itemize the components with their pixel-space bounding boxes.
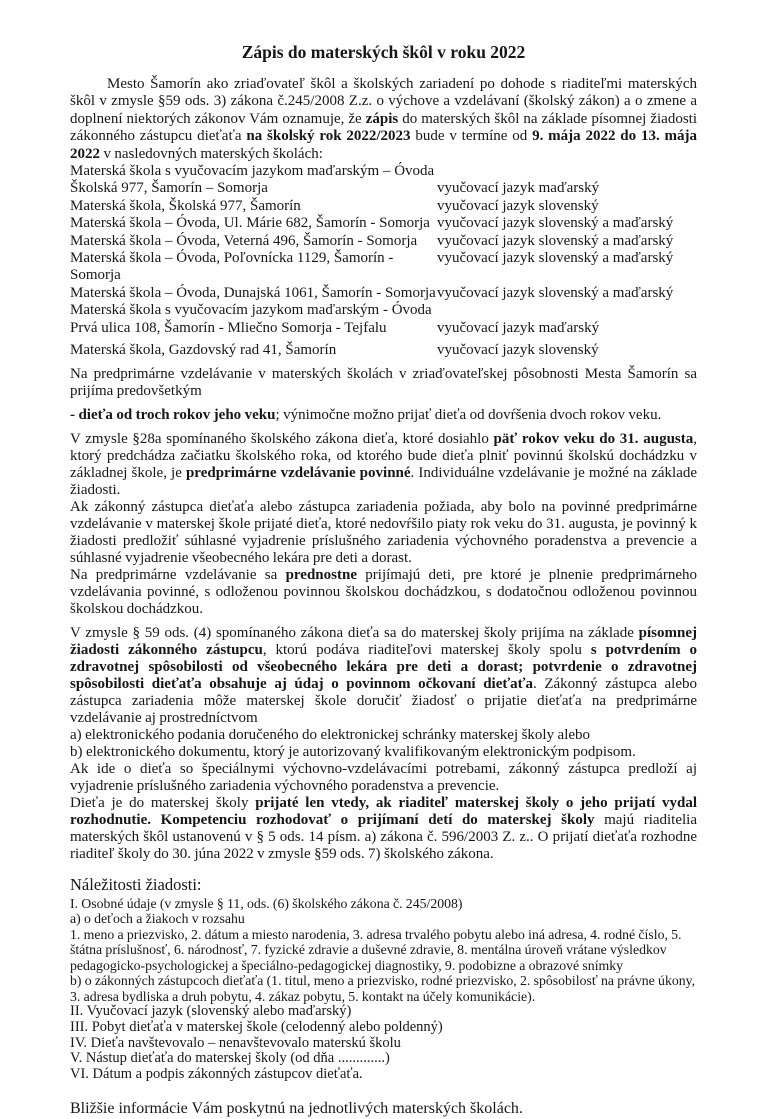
school-name: Materská škola – Óvoda, Dunajská 1061, Šamorín - Somorja xyxy=(70,284,436,301)
school-name: Materská škola s vyučovacím jazykom maďarským - Óvoda xyxy=(70,302,432,319)
school-row xyxy=(70,342,697,359)
school-row xyxy=(70,302,697,319)
requirement-item-children-details: 1. meno a priezvisko, 2. dátum a miesto narodenia, 3. adresa trvalého pobytu alebo iná adresa, 4. rodné číslo, 5. štátna príslušnosť, 6. národnosť, 7. fyzické zdravie a duševné zdravie, 8. mentálna úroveň vrátane výsledkov pedagogicko-psychologickej a špeciálno-pedagogickej diagnostiky, 9. podobizne a obrazové snímky xyxy=(70,926,682,973)
school-row xyxy=(70,163,697,180)
school-name: Materská škola, Gazdovský rad 41, Šamorín xyxy=(70,342,337,359)
paragraph-age-rule: - dieťa od troch rokov jeho veku; výnimočne možno prijať dieťa od dovŕšenia dvoch rokov veku. xyxy=(70,406,662,423)
school-name: Materská škola – Óvoda, Veterná 496, Šamorín - Somorja xyxy=(70,232,418,249)
requirement-item-signature: VI. Dátum a podpis zákonných zástupcov dieťaťa. xyxy=(70,1066,363,1083)
school-name: Školská 977, Šamorín – Somorja xyxy=(70,180,268,197)
paragraph-priority-admission: Na predprimárne vzdelávanie sa prednostne prijímajú deti, pre ktoré je plnenie predprimárneho vzdelávania povinné, s odloženou povinnou školskou dochádzkou, s dodatočnou odloženou povinnou školskou dochádzkou. xyxy=(70,566,697,617)
requirement-item-stay-type: III. Pobyt dieťaťa v materskej škole (celodenný alebo poldenný) xyxy=(70,1018,443,1035)
school-language: vyučovací jazyk maďarský xyxy=(437,319,600,336)
requirement-item-personal-data: I. Osobné údaje (v zmysle § 11, ods. (6) školského zákona č. 245/2008) xyxy=(70,895,463,911)
school-name: Prvá ulica 108, Šamorín - Mliečno Somorja - Tejfalu xyxy=(70,319,387,336)
school-row xyxy=(70,285,697,302)
school-row xyxy=(70,320,697,337)
school-row xyxy=(70,250,697,285)
school-list xyxy=(70,163,697,359)
school-language: vyučovací jazyk slovenský a maďarský xyxy=(437,284,674,301)
school-language: vyučovací jazyk slovenský a maďarský xyxy=(437,232,674,249)
paragraph-compulsory-preprimary: V zmysle §28a spomínaného školského zákona dieťa, ktoré dosiahlo päť rokov veku do 31. augusta, ktorý predchádza začiatku školského roka, od ktorého bude dieťa plniť povinnú školskú dochádzku v základnej škole, je predprimárne vzdelávanie povinné. Individuálne vzdelávanie je možné na základe žiadosti. xyxy=(70,430,698,498)
school-name: Materská škola – Óvoda, Ul. Márie 682, Šamorín - Somorja xyxy=(70,215,430,232)
list-item-a: a) elektronického podania doručeného do elektronickej schránky materskej školy alebo xyxy=(70,726,591,743)
school-language xyxy=(437,163,697,180)
paragraph-decision: Dieťa je do materskej školy prijaté len vtedy, ak riaditeľ materskej školy o jeho prijatí vydal rozhodnutie. Kompetenciu rozhodovať o prijímaní detí do materskej školy majú riaditelia materských škôl ustanovenú v § 5 ods. 14 písm. a) zákona č. 596/2003 Z. z.. O prijatí dieťaťa rozhodne riaditeľ školy do 30. júna 2022 v zmysle §59 ods. 7) školského zákona. xyxy=(70,794,698,862)
requirement-item-attendance: IV. Dieťa navštevovalo – nenavštevovalo materskú školu xyxy=(70,1034,401,1051)
paragraph-consent-requirement: Ak zákonný zástupca dieťaťa alebo zástupca zariadenia požiada, aby bolo na povinné predprimárne vzdelávanie v materskej škole prijaté dieťa, ktoré nedovŕšilo piaty rok veku do 31. augusta, je povinný k žiadosti predložiť súhlasné vyjadrenie príslušného zariadenia výchovného poradenstva a prevencie a súhlasné vyjadrenie všeobecného lekára pre deti a dorast. xyxy=(70,498,697,566)
school-language: vyučovací jazyk slovenský a maďarský xyxy=(437,250,674,267)
school-language: vyučovací jazyk maďarský xyxy=(437,180,600,197)
paragraph-written-application: V zmysle § 59 ods. (4) spomínaného zákona dieťa sa do materskej školy prijíma na základe písomnej žiadosti zákonného zástupcu, ktorú podáva riaditeľovi materskej školy spolu s potvrdením o zdravotnej spôsobilosti od všeobecného lekára pre deti a dorast; potvrdenie o zdravotnej spôsobilosti dieťaťa obsahuje aj údaj o povinnom očkovaní dieťaťa. Zákonný zástupca alebo zástupca zariadenia môže materskej škole doručiť žiadosť o prijatie dieťaťa na predprimárne vzdelávanie aj prostredníctvom xyxy=(70,624,697,726)
requirement-item-start-date: V. Nástup dieťaťa do materskej školy (od dňa .............) xyxy=(70,1050,390,1067)
document-title: Zápis do materských škôl v roku 2022 xyxy=(241,42,526,62)
intro-paragraph: Mesto Šamorín ako zriaďovateľ škôl a školských zariadení po dohode s riaditeľmi materských škôl v zmysle §59 ods. 3) zákona č.245/2008 Z.z. o výchove a vzdelávaní (školský zákon) a o zmene a doplnení niektorých zákonov Vám oznamuje, že zápis do materských škôl na základe písomnej žiadosti zákonného zástupcu dieťaťa na školský rok 2022/2023 bude v termíne od 9. mája 2022 do 13. mája 2022 v nasledovných materských školách: xyxy=(70,76,697,162)
school-row xyxy=(70,180,697,197)
school-name: Materská škola, Školská 977, Šamorín xyxy=(70,197,301,214)
paragraph-admission: Na predprimárne vzdelávanie v materských školách v zriaďovateľskej pôsobnosti Mesta Šamorín sa prijíma predovšetkým xyxy=(70,365,697,399)
requirement-item-language: II. Vyučovací jazyk (slovenský alebo maďarský) xyxy=(70,1003,352,1019)
school-name: Materská škola – Óvoda, Poľovnícka 1129, Šamorín - Somorja xyxy=(70,250,394,284)
school-name: Materská škola s vyučovacím jazykom maďarským – Óvoda xyxy=(70,163,435,180)
paragraph-special-needs: Ak ide o dieťa so špeciálnymi výchovno-vzdelávacími potrebami, zákonný zástupca predloží aj vyjadrenie príslušného zariadenia výchovného poradenstva a prevencie. xyxy=(70,760,697,794)
school-row xyxy=(70,233,697,250)
requirements-heading: Náležitosti žiadosti: xyxy=(70,874,202,894)
closing-note: Bližšie informácie Vám poskytnú na jednotlivých materských školách. xyxy=(70,1099,523,1117)
requirement-item-guardian-details: b) o zákonných zástupcoch dieťaťa (1. titul, meno a priezvisko, rodné priezvisko, 2. spôsobilosť na právne úkony, 3. adresa bydliska a druh pobytu, 4. zákaz pobytu, 5. kontakt na účely komunikácie). xyxy=(70,973,696,1004)
school-language xyxy=(437,302,697,319)
school-row xyxy=(70,198,697,215)
school-language: vyučovací jazyk slovenský xyxy=(437,342,599,359)
school-language: vyučovací jazyk slovenský xyxy=(437,197,599,214)
school-row xyxy=(70,215,697,232)
list-item-b: b) elektronického dokumentu, ktorý je autorizovaný kvalifikovaným elektronickým podpisom. xyxy=(70,743,636,760)
school-language: vyučovací jazyk slovenský a maďarský xyxy=(437,215,674,232)
requirement-item-children-scope: a) o deťoch a žiakoch v rozsahu xyxy=(70,911,245,926)
